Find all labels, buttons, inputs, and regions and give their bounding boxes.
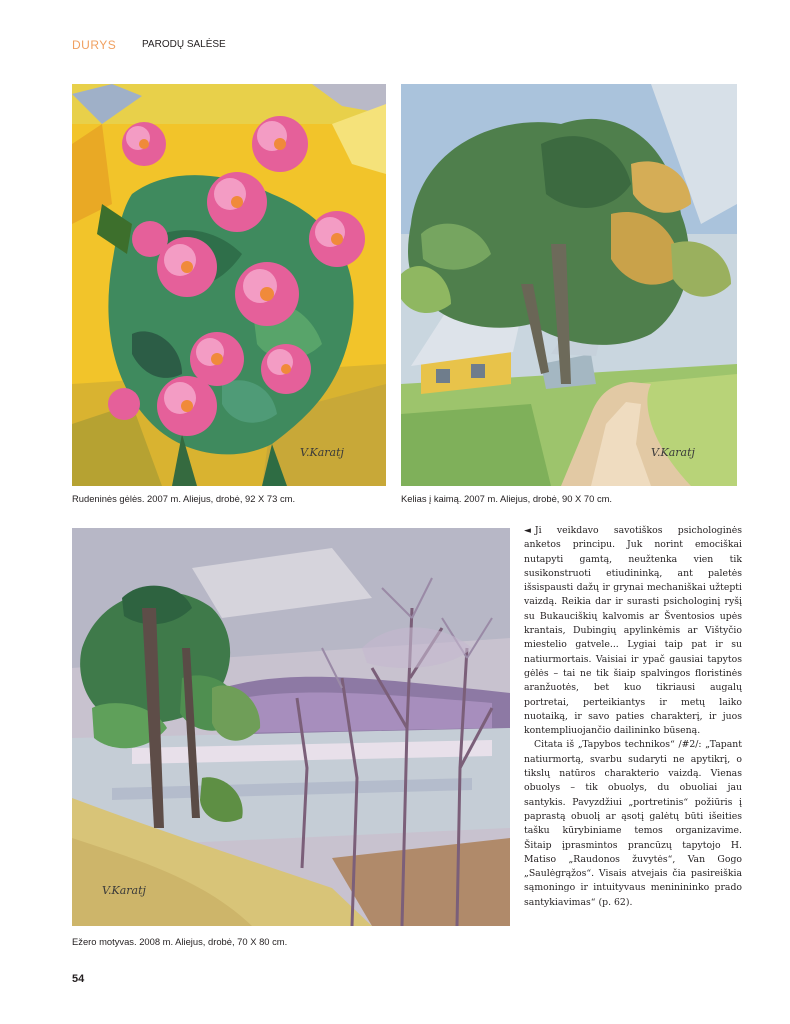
caption-painting-2: Kelias į kaimą. 2007 m. Aliejus, drobė, 90 X 70 cm. [401,493,613,504]
section-title: DURYS [72,38,117,52]
painting-autumn-flowers [72,84,386,486]
painting-signature: V.Karatj [651,446,695,459]
painting-signature: V.Karatj [300,446,344,459]
caption-painting-1: Rudeninės gėlės. 2007 m. Aliejus, drobė, 92 X 73 cm. [72,493,296,504]
caption-painting-3: Ežero motyvas. 2008 m. Aliejus, drobė, 70 X 80 cm. [72,936,288,947]
painting-road-to-village [401,84,737,486]
left-triangle-icon: ◄ [524,526,531,536]
subsection-title: PARODŲ SALĖSE [142,39,226,50]
article-paragraph: ◄ Ji veikdavo savotiškos psichologinės anketos principu. Juk norint emociškai nutapyti gamtą, neužtenka vien tik susikonstruoti etiudininką, ant paletės išsispausti dažų ir grynai mechaniškai užtepti vaizdą. Reikia dar ir surasti psichologinį ryšį su Bukauciškių kalvomis ar Šventosios upės krantais, Dubingių apylinkėmis ar Vištyčio miestelio gatvele... Lygiai taip pat ir su natiurmortais. Vaisiai ir ypač gausiai tapytos gėlės – tai ne tik šiaip spalvingos floristinės aranžuotės, bet kuo tikriausi augalų portretai, perteikiantys ir metų laiko nuotaiką, ir savo paties charakterį, ir juos kontempliuojančio dailininko būseną. [524,525,742,737]
page-number: 54 [72,973,85,985]
article-paragraph: Citata iš „Tapybos technikos“ /#2/: „Tapant natiurmortą, svarbu sudaryti ne apytikrį, o tikslų natūros charakterio vaizdą. Vienas obuolys – tik obuolys, du obuoliai jau santykis. Pavyzdžiui „portretinis“ požiūris į paprastą obuolį ar ąsotį galėtų būti išeities tašku kūrybiniame temos organizavime. Šitaip įprasmintos prancūzų tapytojo H. Matiso „Raudonos žuvytės“, Van Gogo „Saulėgrąžos“. Visais atvejais čia pasireiškia sąmoningo ir intuityvaus meninininko prado santykiavimas“ (p. 62). [524,739,742,908]
painting-signature: V.Karatj [102,884,146,897]
painting-lake-motif [72,528,510,926]
article-text [524,524,742,910]
